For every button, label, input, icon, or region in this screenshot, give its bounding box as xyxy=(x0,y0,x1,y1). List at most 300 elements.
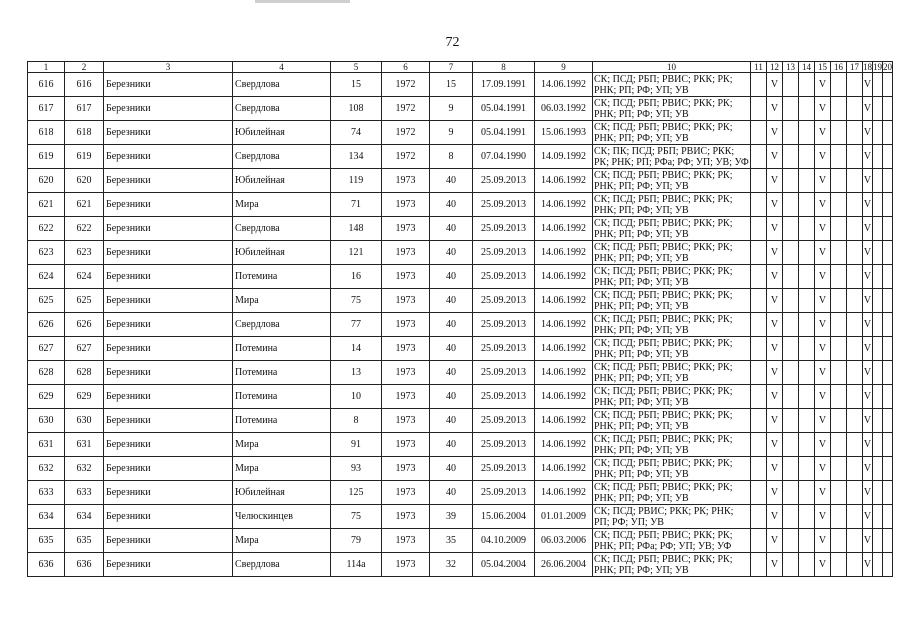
check-mark-cell-12: V xyxy=(767,385,783,409)
object-number-cell: 628 xyxy=(65,361,104,385)
table-row xyxy=(28,217,893,241)
empty-mark-cell-20 xyxy=(883,97,893,121)
empty-mark-cell-19 xyxy=(873,313,883,337)
empty-mark-cell-20 xyxy=(883,481,893,505)
object-number-cell: 632 xyxy=(65,457,104,481)
empty-mark-cell-17 xyxy=(847,121,863,145)
work-codes-cell: СК; ПСД; РБП; РВИС; РКК; РК; РНК; РП; РФ; УП; УВ xyxy=(593,289,751,313)
date-first-cell: 07.04.1990 xyxy=(473,145,535,169)
object-number-cell: 635 xyxy=(65,529,104,553)
date-second-cell: 14.06.1992 xyxy=(535,193,593,217)
check-mark-cell-18: V xyxy=(863,553,873,577)
record-number-cell: 618 xyxy=(28,121,65,145)
column-header-11: 11 xyxy=(751,62,767,73)
check-mark-cell-18: V xyxy=(863,217,873,241)
table-row xyxy=(28,121,893,145)
empty-mark-cell-16 xyxy=(831,73,847,97)
scan-edge-shade xyxy=(255,0,350,3)
empty-mark-cell-11 xyxy=(751,361,767,385)
table-row xyxy=(28,457,893,481)
empty-mark-cell-11 xyxy=(751,553,767,577)
check-mark-cell-18: V xyxy=(863,337,873,361)
empty-mark-cell-11 xyxy=(751,529,767,553)
empty-mark-cell-13 xyxy=(783,385,799,409)
street-cell: Потемина xyxy=(233,337,331,361)
object-number-cell: 624 xyxy=(65,265,104,289)
check-mark-cell-12: V xyxy=(767,361,783,385)
empty-mark-cell-17 xyxy=(847,313,863,337)
date-second-cell: 14.09.1992 xyxy=(535,145,593,169)
empty-mark-cell-16 xyxy=(831,337,847,361)
empty-mark-cell-16 xyxy=(831,193,847,217)
empty-mark-cell-13 xyxy=(783,481,799,505)
date-second-cell: 01.01.2009 xyxy=(535,505,593,529)
empty-mark-cell-17 xyxy=(847,337,863,361)
object-number-cell: 630 xyxy=(65,409,104,433)
check-mark-cell-18: V xyxy=(863,313,873,337)
empty-mark-cell-16 xyxy=(831,169,847,193)
check-mark-cell-12: V xyxy=(767,433,783,457)
wear-percent-cell: 40 xyxy=(430,169,473,193)
check-mark-cell-18: V xyxy=(863,169,873,193)
empty-mark-cell-13 xyxy=(783,409,799,433)
street-cell: Мира xyxy=(233,529,331,553)
table-row xyxy=(28,289,893,313)
record-number-cell: 631 xyxy=(28,433,65,457)
empty-mark-cell-14 xyxy=(799,193,815,217)
wear-percent-cell: 40 xyxy=(430,265,473,289)
street-cell: Свердлова xyxy=(233,313,331,337)
work-codes-cell: СК; ПСД; РБП; РВИС; РКК; РК; РНК; РП; РФ; УП; УВ xyxy=(593,169,751,193)
build-year-cell: 1973 xyxy=(382,505,430,529)
empty-mark-cell-17 xyxy=(847,553,863,577)
empty-mark-cell-19 xyxy=(873,385,883,409)
empty-mark-cell-16 xyxy=(831,457,847,481)
empty-mark-cell-20 xyxy=(883,409,893,433)
object-number-cell: 627 xyxy=(65,337,104,361)
check-mark-cell-12: V xyxy=(767,529,783,553)
street-cell: Юбилейная xyxy=(233,481,331,505)
column-header-2: 2 xyxy=(65,62,104,73)
empty-mark-cell-19 xyxy=(873,193,883,217)
date-first-cell: 04.10.2009 xyxy=(473,529,535,553)
check-mark-cell-18: V xyxy=(863,265,873,289)
record-number-cell: 630 xyxy=(28,409,65,433)
date-first-cell: 05.04.2004 xyxy=(473,553,535,577)
record-number-cell: 619 xyxy=(28,145,65,169)
build-year-cell: 1973 xyxy=(382,481,430,505)
empty-mark-cell-14 xyxy=(799,409,815,433)
empty-mark-cell-17 xyxy=(847,289,863,313)
empty-mark-cell-19 xyxy=(873,529,883,553)
house-number-cell: 15 xyxy=(331,73,382,97)
house-number-cell: 93 xyxy=(331,457,382,481)
empty-mark-cell-20 xyxy=(883,313,893,337)
column-header-20: 20 xyxy=(883,61,892,72)
wear-percent-cell: 32 xyxy=(430,553,473,577)
check-mark-cell-15: V xyxy=(815,481,831,505)
wear-percent-cell: 40 xyxy=(430,457,473,481)
check-mark-cell-12: V xyxy=(767,337,783,361)
empty-mark-cell-19 xyxy=(873,457,883,481)
record-number-cell: 635 xyxy=(28,529,65,553)
housing-registry-table xyxy=(27,61,893,577)
house-number-cell: 91 xyxy=(331,433,382,457)
wear-percent-cell: 40 xyxy=(430,385,473,409)
date-first-cell: 05.04.1991 xyxy=(473,121,535,145)
empty-mark-cell-17 xyxy=(847,385,863,409)
column-header-3: 3 xyxy=(104,62,233,73)
check-mark-cell-18: V xyxy=(863,193,873,217)
city-cell: Березники xyxy=(104,97,233,121)
date-second-cell: 14.06.1992 xyxy=(535,409,593,433)
record-number-cell: 636 xyxy=(28,553,65,577)
check-mark-cell-18: V xyxy=(863,433,873,457)
empty-mark-cell-13 xyxy=(783,553,799,577)
check-mark-cell-15: V xyxy=(815,457,831,481)
date-first-cell: 25.09.2013 xyxy=(473,433,535,457)
date-first-cell: 25.09.2013 xyxy=(473,457,535,481)
empty-mark-cell-14 xyxy=(799,265,815,289)
empty-mark-cell-16 xyxy=(831,553,847,577)
column-header-15: 15 xyxy=(815,62,831,73)
empty-mark-cell-14 xyxy=(799,529,815,553)
column-header-19: 19 xyxy=(873,61,882,72)
work-codes-cell: СК; ПСД; РБП; РВИС; РКК; РК; РНК; РП; РФ; УП; УВ xyxy=(593,73,751,97)
check-mark-cell-12: V xyxy=(767,457,783,481)
column-header-5: 5 xyxy=(331,62,382,73)
check-mark-cell-18: V xyxy=(863,529,873,553)
empty-mark-cell-11 xyxy=(751,409,767,433)
build-year-cell: 1973 xyxy=(382,169,430,193)
object-number-cell: 626 xyxy=(65,313,104,337)
check-mark-cell-15: V xyxy=(815,505,831,529)
record-number-cell: 629 xyxy=(28,385,65,409)
date-second-cell: 14.06.1992 xyxy=(535,217,593,241)
check-mark-cell-15: V xyxy=(815,529,831,553)
empty-mark-cell-19 xyxy=(873,505,883,529)
table-body xyxy=(28,73,893,577)
empty-mark-cell-16 xyxy=(831,313,847,337)
build-year-cell: 1972 xyxy=(382,121,430,145)
city-cell: Березники xyxy=(104,505,233,529)
empty-mark-cell-13 xyxy=(783,313,799,337)
empty-mark-cell-19 xyxy=(873,481,883,505)
check-mark-cell-18: V xyxy=(863,97,873,121)
check-mark-cell-15: V xyxy=(815,313,831,337)
empty-mark-cell-19 xyxy=(873,433,883,457)
date-second-cell: 14.06.1992 xyxy=(535,433,593,457)
empty-mark-cell-20 xyxy=(883,73,893,97)
empty-mark-cell-14 xyxy=(799,217,815,241)
house-number-cell: 16 xyxy=(331,265,382,289)
check-mark-cell-12: V xyxy=(767,169,783,193)
empty-mark-cell-16 xyxy=(831,433,847,457)
object-number-cell: 621 xyxy=(65,193,104,217)
check-mark-cell-15: V xyxy=(815,193,831,217)
empty-mark-cell-14 xyxy=(799,337,815,361)
check-mark-cell-12: V xyxy=(767,289,783,313)
empty-mark-cell-11 xyxy=(751,169,767,193)
empty-mark-cell-19 xyxy=(873,289,883,313)
object-number-cell: 622 xyxy=(65,217,104,241)
date-first-cell: 25.09.2013 xyxy=(473,385,535,409)
empty-mark-cell-20 xyxy=(883,265,893,289)
work-codes-cell: СК; ПСД; РБП; РВИС; РКК; РК; РНК; РП; РФ; УП; УВ xyxy=(593,241,751,265)
house-number-cell: 75 xyxy=(331,505,382,529)
city-cell: Березники xyxy=(104,145,233,169)
empty-mark-cell-17 xyxy=(847,457,863,481)
work-codes-cell: СК; ПСД; РБП; РВИС; РКК; РК; РНК; РП; РФ; УП; УВ xyxy=(593,193,751,217)
empty-mark-cell-17 xyxy=(847,265,863,289)
street-cell: Свердлова xyxy=(233,553,331,577)
empty-mark-cell-20 xyxy=(883,553,893,577)
house-number-cell: 125 xyxy=(331,481,382,505)
object-number-cell: 625 xyxy=(65,289,104,313)
wear-percent-cell: 40 xyxy=(430,193,473,217)
record-number-cell: 628 xyxy=(28,361,65,385)
date-second-cell: 14.06.1992 xyxy=(535,73,593,97)
date-first-cell: 25.09.2013 xyxy=(473,193,535,217)
column-header-10: 10 xyxy=(593,62,751,73)
house-number-cell: 71 xyxy=(331,193,382,217)
work-codes-cell: СК; ПСД; РБП; РВИС; РКК; РК; РНК; РП; РФ; УП; УВ xyxy=(593,481,751,505)
empty-mark-cell-17 xyxy=(847,193,863,217)
wear-percent-cell: 35 xyxy=(430,529,473,553)
date-first-cell: 25.09.2013 xyxy=(473,241,535,265)
empty-mark-cell-17 xyxy=(847,97,863,121)
empty-mark-cell-13 xyxy=(783,97,799,121)
empty-mark-cell-13 xyxy=(783,73,799,97)
empty-mark-cell-14 xyxy=(799,313,815,337)
record-number-cell: 623 xyxy=(28,241,65,265)
work-codes-cell: СК; ПСД; РБП; РВИС; РКК; РК; РНК; РП; РФ; УП; УВ xyxy=(593,217,751,241)
work-codes-cell: СК; ПСД; РБП; РВИС; РКК; РК; РНК; РП; РФ; УП; УВ xyxy=(593,409,751,433)
street-cell: Мира xyxy=(233,289,331,313)
empty-mark-cell-20 xyxy=(883,529,893,553)
date-first-cell: 05.04.1991 xyxy=(473,97,535,121)
work-codes-cell: СК; ПСД; РВИС; РКК; РК; РНК; РП; РФ; УП; УВ xyxy=(593,505,751,529)
empty-mark-cell-11 xyxy=(751,145,767,169)
date-first-cell: 25.09.2013 xyxy=(473,481,535,505)
date-first-cell: 25.09.2013 xyxy=(473,217,535,241)
city-cell: Березники xyxy=(104,481,233,505)
check-mark-cell-15: V xyxy=(815,337,831,361)
city-cell: Березники xyxy=(104,241,233,265)
empty-mark-cell-11 xyxy=(751,289,767,313)
empty-mark-cell-14 xyxy=(799,145,815,169)
check-mark-cell-18: V xyxy=(863,145,873,169)
work-codes-cell: СК; ПСД; РБП; РВИС; РКК; РК; РНК; РП; РФа; РФ; УП; УВ; УФ xyxy=(593,529,751,553)
house-number-cell: 119 xyxy=(331,169,382,193)
empty-mark-cell-16 xyxy=(831,529,847,553)
city-cell: Березники xyxy=(104,553,233,577)
empty-mark-cell-19 xyxy=(873,217,883,241)
empty-mark-cell-14 xyxy=(799,97,815,121)
empty-mark-cell-14 xyxy=(799,553,815,577)
empty-mark-cell-13 xyxy=(783,289,799,313)
date-second-cell: 06.03.1992 xyxy=(535,97,593,121)
house-number-cell: 134 xyxy=(331,145,382,169)
record-number-cell: 622 xyxy=(28,217,65,241)
empty-mark-cell-13 xyxy=(783,217,799,241)
empty-mark-cell-11 xyxy=(751,481,767,505)
table-row xyxy=(28,97,893,121)
street-cell: Свердлова xyxy=(233,73,331,97)
table-row xyxy=(28,409,893,433)
empty-mark-cell-19 xyxy=(873,145,883,169)
empty-mark-cell-13 xyxy=(783,433,799,457)
table-row xyxy=(28,169,893,193)
column-header-13: 13 xyxy=(783,62,799,73)
check-mark-cell-18: V xyxy=(863,385,873,409)
check-mark-cell-18: V xyxy=(863,361,873,385)
table-row xyxy=(28,529,893,553)
wear-percent-cell: 40 xyxy=(430,241,473,265)
wear-percent-cell: 40 xyxy=(430,313,473,337)
empty-mark-cell-14 xyxy=(799,289,815,313)
empty-mark-cell-19 xyxy=(873,409,883,433)
object-number-cell: 619 xyxy=(65,145,104,169)
house-number-cell: 13 xyxy=(331,361,382,385)
build-year-cell: 1973 xyxy=(382,313,430,337)
house-number-cell: 121 xyxy=(331,241,382,265)
street-cell: Мира xyxy=(233,433,331,457)
check-mark-cell-12: V xyxy=(767,409,783,433)
city-cell: Березники xyxy=(104,529,233,553)
table-row xyxy=(28,241,893,265)
column-header-1: 1 xyxy=(28,62,65,73)
empty-mark-cell-19 xyxy=(873,73,883,97)
check-mark-cell-18: V xyxy=(863,121,873,145)
empty-mark-cell-17 xyxy=(847,361,863,385)
check-mark-cell-15: V xyxy=(815,217,831,241)
date-second-cell: 14.06.1992 xyxy=(535,457,593,481)
check-mark-cell-15: V xyxy=(815,385,831,409)
check-mark-cell-12: V xyxy=(767,121,783,145)
table-row xyxy=(28,265,893,289)
build-year-cell: 1972 xyxy=(382,97,430,121)
object-number-cell: 634 xyxy=(65,505,104,529)
work-codes-cell: СК; ПСД; РБП; РВИС; РКК; РК; РНК; РП; РФ; УП; УВ xyxy=(593,553,751,577)
empty-mark-cell-17 xyxy=(847,217,863,241)
work-codes-cell: СК; ПСД; РБП; РВИС; РКК; РК; РНК; РП; РФ; УП; УВ xyxy=(593,121,751,145)
city-cell: Березники xyxy=(104,265,233,289)
check-mark-cell-18: V xyxy=(863,505,873,529)
empty-mark-cell-16 xyxy=(831,289,847,313)
work-codes-cell: СК; ПСД; РБП; РВИС; РКК; РК; РНК; РП; РФ; УП; УВ xyxy=(593,97,751,121)
object-number-cell: 629 xyxy=(65,385,104,409)
city-cell: Березники xyxy=(104,313,233,337)
empty-mark-cell-20 xyxy=(883,361,893,385)
empty-mark-cell-17 xyxy=(847,505,863,529)
build-year-cell: 1973 xyxy=(382,193,430,217)
check-mark-cell-12: V xyxy=(767,553,783,577)
empty-mark-cell-17 xyxy=(847,409,863,433)
check-mark-cell-15: V xyxy=(815,553,831,577)
column-header-9: 9 xyxy=(535,62,593,73)
object-number-cell: 618 xyxy=(65,121,104,145)
work-codes-cell: СК; ПСД; РБП; РВИС; РКК; РК; РНК; РП; РФ; УП; УВ xyxy=(593,385,751,409)
house-number-cell: 79 xyxy=(331,529,382,553)
date-second-cell: 14.06.1992 xyxy=(535,313,593,337)
record-number-cell: 624 xyxy=(28,265,65,289)
build-year-cell: 1972 xyxy=(382,145,430,169)
date-first-cell: 25.09.2013 xyxy=(473,169,535,193)
empty-mark-cell-14 xyxy=(799,481,815,505)
date-first-cell: 25.09.2013 xyxy=(473,409,535,433)
empty-mark-cell-13 xyxy=(783,457,799,481)
object-number-cell: 623 xyxy=(65,241,104,265)
record-number-cell: 634 xyxy=(28,505,65,529)
object-number-cell: 636 xyxy=(65,553,104,577)
build-year-cell: 1973 xyxy=(382,409,430,433)
house-number-cell: 114а xyxy=(331,553,382,577)
work-codes-cell: СК; ПСД; РБП; РВИС; РКК; РК; РНК; РП; РФ; УП; УВ xyxy=(593,313,751,337)
check-mark-cell-15: V xyxy=(815,241,831,265)
build-year-cell: 1973 xyxy=(382,553,430,577)
empty-mark-cell-16 xyxy=(831,97,847,121)
table-row xyxy=(28,73,893,97)
object-number-cell: 617 xyxy=(65,97,104,121)
empty-mark-cell-14 xyxy=(799,73,815,97)
table-row xyxy=(28,313,893,337)
empty-mark-cell-17 xyxy=(847,73,863,97)
wear-percent-cell: 40 xyxy=(430,361,473,385)
date-second-cell: 14.06.1992 xyxy=(535,385,593,409)
date-second-cell: 14.06.1992 xyxy=(535,265,593,289)
check-mark-cell-12: V xyxy=(767,73,783,97)
table-row xyxy=(28,361,893,385)
column-header-12: 12 xyxy=(767,62,783,73)
record-number-cell: 632 xyxy=(28,457,65,481)
date-second-cell: 14.06.1992 xyxy=(535,241,593,265)
street-cell: Потемина xyxy=(233,361,331,385)
empty-mark-cell-20 xyxy=(883,145,893,169)
page-number: 72 xyxy=(445,35,460,50)
check-mark-cell-12: V xyxy=(767,97,783,121)
empty-mark-cell-20 xyxy=(883,385,893,409)
street-cell: Потемина xyxy=(233,265,331,289)
wear-percent-cell: 40 xyxy=(430,481,473,505)
empty-mark-cell-11 xyxy=(751,337,767,361)
empty-mark-cell-19 xyxy=(873,337,883,361)
work-codes-cell: СК; ПСД; РБП; РВИС; РКК; РК; РНК; РП; РФ; УП; УВ xyxy=(593,457,751,481)
empty-mark-cell-13 xyxy=(783,337,799,361)
object-number-cell: 631 xyxy=(65,433,104,457)
house-number-cell: 148 xyxy=(331,217,382,241)
empty-mark-cell-16 xyxy=(831,409,847,433)
city-cell: Березники xyxy=(104,433,233,457)
date-second-cell: 14.06.1992 xyxy=(535,481,593,505)
check-mark-cell-18: V xyxy=(863,73,873,97)
empty-mark-cell-20 xyxy=(883,241,893,265)
empty-mark-cell-11 xyxy=(751,433,767,457)
column-header-18: 18 xyxy=(863,61,872,72)
house-number-cell: 14 xyxy=(331,337,382,361)
wear-percent-cell: 8 xyxy=(430,145,473,169)
empty-mark-cell-20 xyxy=(883,433,893,457)
wear-percent-cell: 9 xyxy=(430,121,473,145)
empty-mark-cell-19 xyxy=(873,169,883,193)
date-second-cell: 06.03.2006 xyxy=(535,529,593,553)
empty-mark-cell-11 xyxy=(751,217,767,241)
date-second-cell: 15.06.1993 xyxy=(535,121,593,145)
empty-mark-cell-20 xyxy=(883,193,893,217)
empty-mark-cell-19 xyxy=(873,121,883,145)
city-cell: Березники xyxy=(104,409,233,433)
date-first-cell: 25.09.2013 xyxy=(473,265,535,289)
